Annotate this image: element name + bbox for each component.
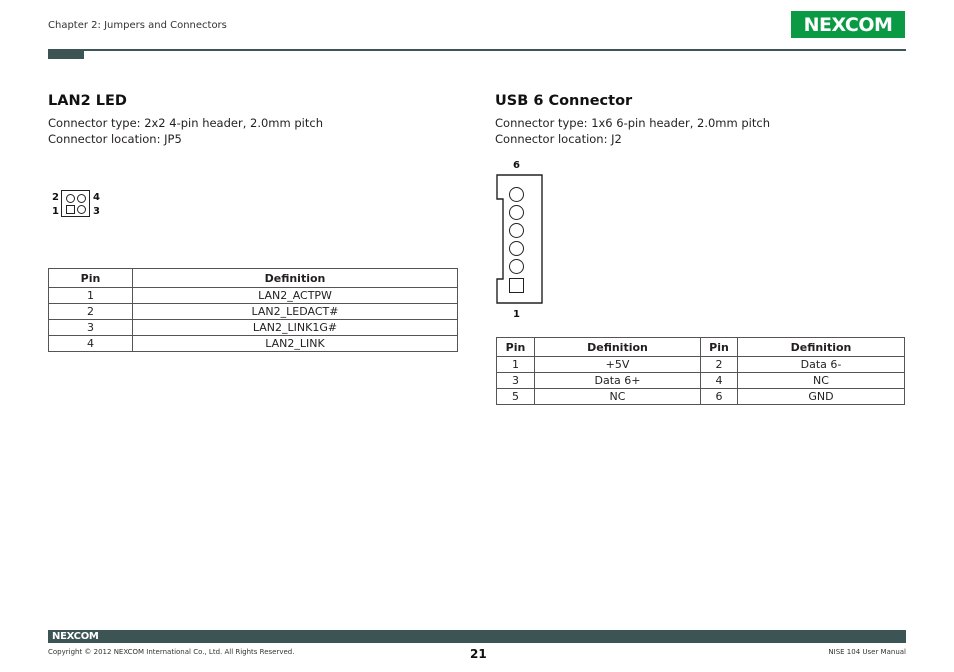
table-cell: 1 <box>49 288 133 304</box>
table-cell: NC <box>535 389 701 405</box>
lan2-title: LAN2 LED <box>48 93 127 109</box>
jp5-pin-3 <box>77 205 86 214</box>
column-header: Definition <box>535 338 701 357</box>
usb6-connector-type: Connector type: 1x6 6-pin header, 2.0mm pitch <box>495 116 770 130</box>
j2-pin-3 <box>509 241 524 256</box>
usb6-title: USB 6 Connector <box>495 93 633 109</box>
column-header: Pin <box>497 338 535 357</box>
jp5-header-outline <box>61 190 90 217</box>
j2-pin-6 <box>509 187 524 202</box>
table-cell: LAN2_LEDACT# <box>133 304 458 320</box>
lan2-connector-type: Connector type: 2x2 4-pin header, 2.0mm pitch <box>48 116 323 130</box>
table-row <box>497 373 905 389</box>
table-cell: 2 <box>49 304 133 320</box>
j2-pin-2 <box>509 259 524 274</box>
table-cell: LAN2_ACTPW <box>133 288 458 304</box>
usb6-pin-table <box>496 337 905 405</box>
lan2-pin-table <box>48 268 458 352</box>
nexcom-logo <box>791 11 905 38</box>
table-cell: +5V <box>535 357 701 373</box>
table-row <box>497 357 905 373</box>
table-header-row <box>497 338 905 357</box>
table-row <box>497 389 905 405</box>
header-tab <box>48 51 84 59</box>
table-cell: Data 6- <box>738 357 905 373</box>
copyright-text: Copyright © 2012 NEXCOM International Co., Ltd. All Rights Reserved. <box>48 648 295 656</box>
table-cell: 1 <box>497 357 535 373</box>
column-header: Pin <box>49 269 133 288</box>
table-row <box>49 320 458 336</box>
jp5-pin-4 <box>77 194 86 203</box>
table-header-row <box>49 269 458 288</box>
table-cell: 5 <box>497 389 535 405</box>
column-header: Pin <box>701 338 738 357</box>
jp5-pin-label-3: 3 <box>93 206 100 217</box>
logo-text: NEXCOM <box>803 13 893 36</box>
table-cell: GND <box>738 389 905 405</box>
j2-pin-5 <box>509 205 524 220</box>
table-cell: 3 <box>49 320 133 336</box>
j2-pin-1 <box>509 278 524 293</box>
jp5-pin-1 <box>66 205 75 214</box>
jp5-pin-label-1: 1 <box>52 206 59 217</box>
page-number: 21 <box>470 647 487 661</box>
footer-bar <box>48 630 906 643</box>
j2-pin-label-6: 6 <box>513 160 520 171</box>
j2-pin-4 <box>509 223 524 238</box>
header-rule <box>48 49 906 51</box>
table-cell: LAN2_LINK <box>133 336 458 352</box>
jp5-pin-2 <box>66 194 75 203</box>
column-header: Definition <box>738 338 905 357</box>
j2-pin-label-1: 1 <box>513 309 520 320</box>
table-row <box>49 288 458 304</box>
table-cell: Data 6+ <box>535 373 701 389</box>
table-cell: 4 <box>701 373 738 389</box>
column-header: Definition <box>133 269 458 288</box>
table-cell: 2 <box>701 357 738 373</box>
table-cell: NC <box>738 373 905 389</box>
chapter-title: Chapter 2: Jumpers and Connectors <box>48 20 227 31</box>
table-cell: 4 <box>49 336 133 352</box>
jp5-pin-label-4: 4 <box>93 192 100 203</box>
lan2-connector-location: Connector location: JP5 <box>48 132 182 146</box>
table-row <box>49 336 458 352</box>
manual-name: NISE 104 User Manual <box>828 648 906 656</box>
table-cell: LAN2_LINK1G# <box>133 320 458 336</box>
footer-square-icon <box>889 630 896 637</box>
jp5-pin-label-2: 2 <box>52 192 59 203</box>
footer-logo: NEXCOM <box>52 631 99 642</box>
table-row <box>49 304 458 320</box>
table-cell: 6 <box>701 389 738 405</box>
table-cell: 3 <box>497 373 535 389</box>
usb6-connector-location: Connector location: J2 <box>495 132 622 146</box>
footer-square-icon <box>897 638 905 643</box>
